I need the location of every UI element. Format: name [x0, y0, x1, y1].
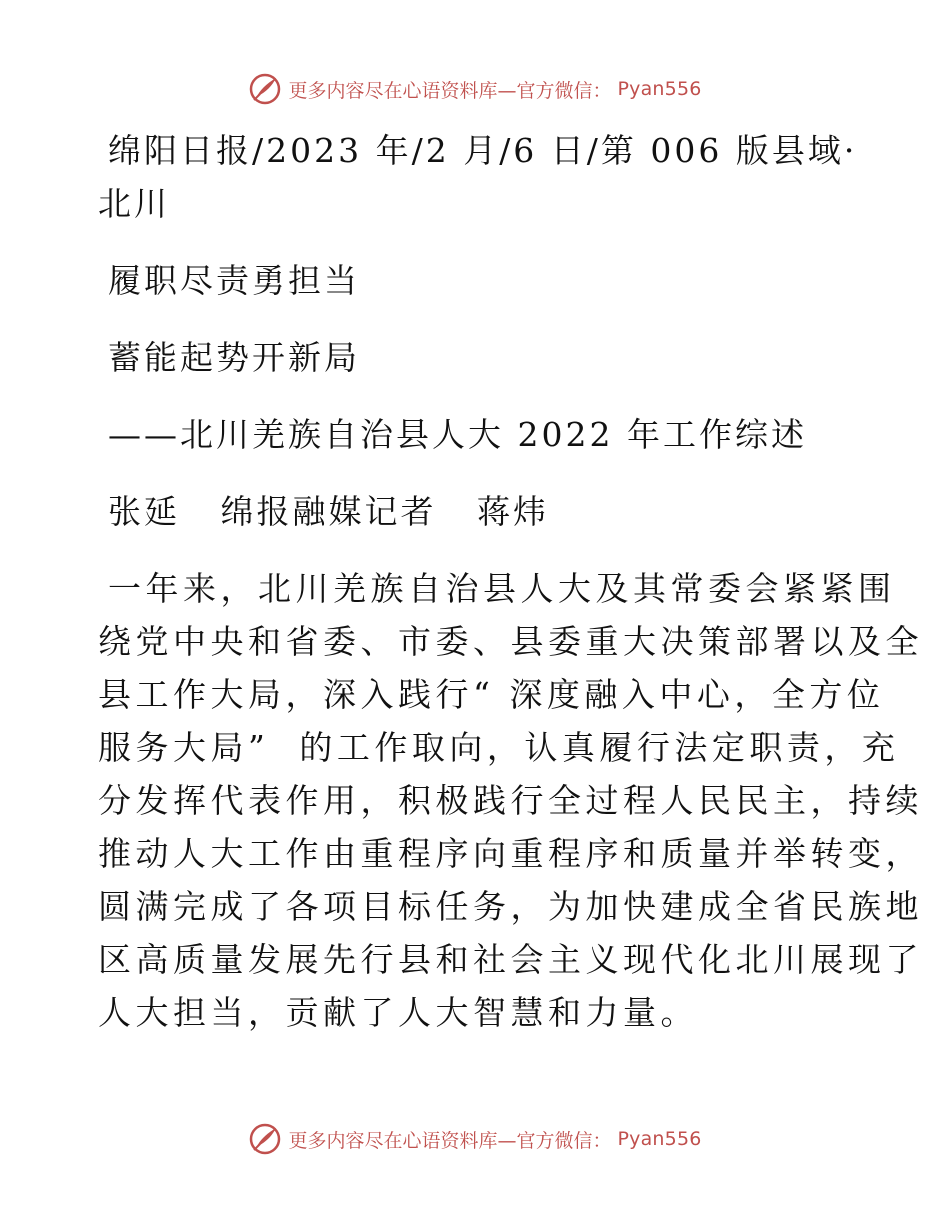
watermark-text: 更多内容尽在心语资料库—官方微信：	[288, 79, 612, 102]
watermark-footer	[0, 1122, 950, 1156]
headline-line-1: 履职尽责勇担当	[108, 261, 360, 300]
byline: 张延 绵报融媒记者 蒋炜	[108, 492, 549, 531]
body-line: 绕党中央和省委、市委、县委重大决策部署以及全	[98, 622, 923, 661]
body-line: 推动人大工作由重程序向重程序和质量并举转变，	[98, 834, 923, 873]
article	[98, 124, 923, 1039]
body-line: 县工作大局，深入践行“ 深度融入中心，全方位	[98, 675, 885, 714]
body-line: 人大担当，贡献了人大智慧和力量。	[98, 993, 698, 1032]
watermark-wechat-id: Pyan556	[617, 1128, 702, 1150]
body-paragraph	[98, 562, 923, 1039]
body-line: 圆满完成了各项目标任务，为加快建成全省民族地	[98, 887, 923, 926]
body-line: 分发挥代表作用，积极践行全过程人民民主，持续	[98, 781, 923, 820]
watermark-text: 更多内容尽在心语资料库—官方微信：	[288, 1129, 612, 1152]
body-line: 服务大局” 的工作取向，认真履行法定职责，充	[98, 728, 900, 767]
quill-logo-icon	[248, 72, 282, 106]
subtitle: ——北川羌族自治县人大 2022 年工作综述	[108, 415, 807, 454]
watermark-wechat-id: Pyan556	[617, 78, 702, 100]
headline-line-2: 蓄能起势开新局	[108, 338, 360, 377]
body-line: 区高质量发展先行县和社会主义现代化北川展现了	[98, 940, 923, 979]
quill-logo-icon	[248, 1122, 282, 1156]
dateline: 绵阳日报/2023 年/2 月/6 日/第 006 版县域·	[108, 131, 858, 170]
watermark-header	[0, 72, 950, 106]
body-line: 一年来，北川羌族自治县人大及其常委会紧紧围	[108, 569, 896, 608]
dateline-continued: 北川	[98, 184, 170, 223]
